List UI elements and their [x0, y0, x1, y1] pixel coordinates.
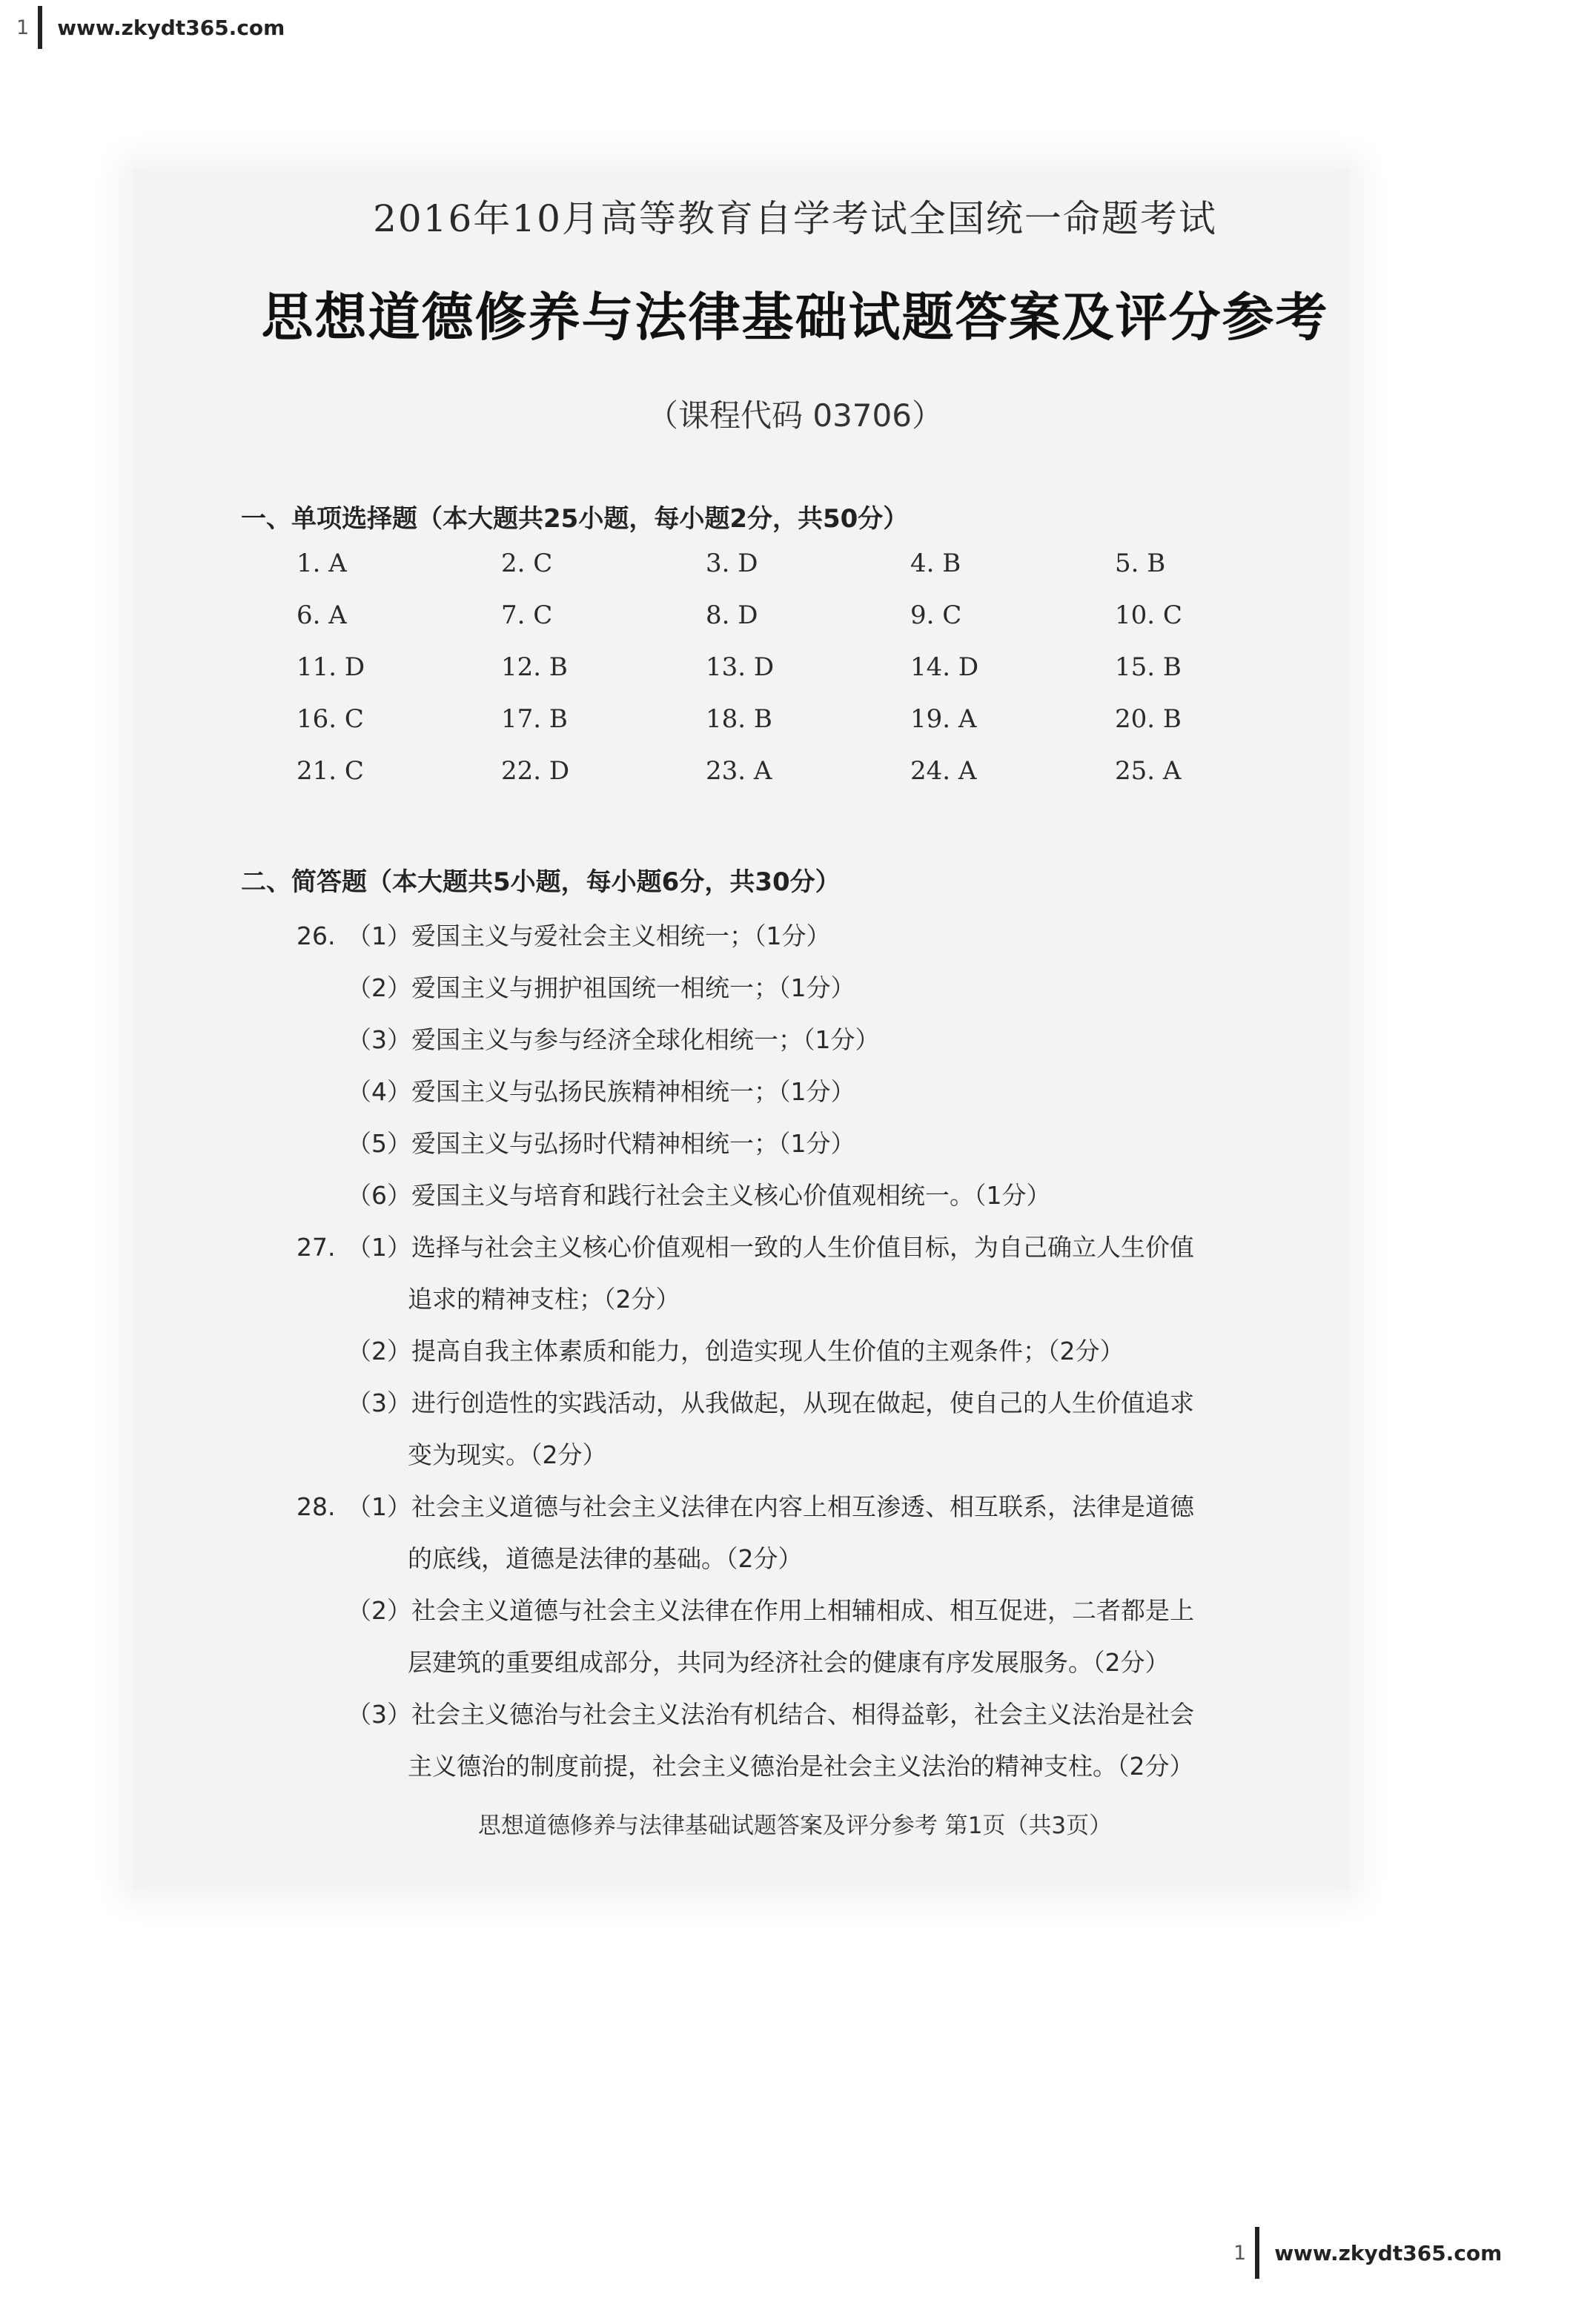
mcq-answer: 9. C — [910, 600, 962, 630]
mcq-answer: 13. D — [706, 652, 775, 682]
mcq-answer: 18. B — [706, 704, 772, 734]
mcq-answer-grid — [297, 549, 1319, 808]
short-answer-block — [297, 910, 1349, 1792]
q28-item-3-cont: 主义德治的制度前提，社会主义德治是社会主义法治的精神支柱。（2分） — [408, 1752, 1194, 1781]
q27-line-1 — [297, 1222, 1349, 1274]
mcq-answer: 21. C — [297, 756, 364, 786]
mcq-answer: 2. C — [501, 549, 553, 578]
q26-line-1 — [297, 910, 1349, 962]
mcq-answer: 5. B — [1115, 549, 1166, 578]
mcq-answer: 6. A — [297, 600, 347, 630]
q28-number: 28. — [297, 1492, 336, 1521]
q28-item-2-cont: 层建筑的重要组成部分，共同为经济社会的健康有序发展服务。（2分） — [408, 1648, 1170, 1677]
page-note: 思想道德修养与法律基础试题答案及评分参考 第1页（共3页） — [477, 1812, 1113, 1839]
mcq-answer: 15. B — [1115, 652, 1182, 682]
q27-item-3-cont: 变为现实。（2分） — [408, 1440, 607, 1469]
q28-item-2: （2）社会主义道德与社会主义法律在作用上相辅相成、相互促进，二者都是上 — [347, 1596, 1194, 1625]
mcq-answer: 8. D — [706, 600, 758, 630]
section1-title: 一、单项选择题（本大题共25小题，每小题2分，共50分） — [241, 504, 909, 534]
mcq-answer: 7. C — [501, 600, 553, 630]
mcq-answer: 24. A — [910, 756, 977, 786]
mcq-answer: 17. B — [501, 704, 568, 734]
mcq-answer: 4. B — [910, 549, 961, 578]
mcq-answer: 23. A — [706, 756, 772, 786]
mcq-answer: 16. C — [297, 704, 364, 734]
q27-item-1: （1）选择与社会主义核心价值观相一致的人生价值目标，为自己确立人生价值 — [347, 1233, 1194, 1262]
page-footer — [1233, 2227, 1502, 2279]
mcq-answer: 25. A — [1115, 756, 1182, 786]
mcq-answer: 19. A — [910, 704, 977, 734]
mcq-answer: 14. D — [910, 652, 979, 682]
q26-item-2: （2）爱国主义与拥护祖国统一相统一；（1分） — [347, 973, 855, 1002]
header-page-number: 1 — [16, 16, 30, 39]
footer-page-number: 1 — [1233, 2241, 1247, 2265]
q27-item-3: （3）进行创造性的实践活动，从我做起，从现在做起，使自己的人生价值追求 — [347, 1388, 1194, 1417]
mcq-answer: 1. A — [297, 549, 347, 578]
course-code: （课程代码 03706） — [647, 397, 943, 434]
q26-item-4: （4）爱国主义与弘扬民族精神相统一；（1分） — [347, 1077, 855, 1106]
q27-number: 27. — [297, 1233, 336, 1262]
mcq-answer: 20. B — [1115, 704, 1182, 734]
footer-url: www.zkydt365.com — [1274, 2240, 1503, 2265]
q28-item-1-cont: 的底线，道德是法律的基础。（2分） — [408, 1544, 803, 1573]
q26-item-5: （5）爱国主义与弘扬时代精神相统一；（1分） — [347, 1129, 855, 1158]
mcq-answer: 10. C — [1115, 600, 1182, 630]
mcq-answer: 3. D — [706, 549, 758, 578]
document-title: 思想道德修养与法律基础试题答案及评分参考 — [261, 287, 1329, 348]
mcq-answer: 22. D — [501, 756, 570, 786]
section2-title: 二、简答题（本大题共5小题，每小题6分，共30分） — [241, 867, 841, 897]
page-header — [16, 6, 285, 49]
q28-item-3: （3）社会主义德治与社会主义法治有机结合、相得益彰，社会主义法治是社会 — [347, 1700, 1194, 1729]
q26-item-6: （6）爱国主义与培育和践行社会主义核心价值观相统一。（1分） — [347, 1181, 1051, 1210]
header-divider — [38, 6, 42, 49]
q26-item-3: （3）爱国主义与参与经济全球化相统一；（1分） — [347, 1025, 880, 1054]
q27-item-2: （2）提高自我主体素质和能力，创造实现人生价值的主观条件；（2分） — [347, 1337, 1124, 1365]
q28-line-1 — [297, 1481, 1349, 1533]
exam-title: 2016年10月高等教育自学考试全国统一命题考试 — [373, 197, 1217, 240]
header-url: www.zkydt365.com — [57, 15, 285, 40]
q26-item-1: （1）爱国主义与爱社会主义相统一；（1分） — [347, 921, 831, 950]
q28-item-1: （1）社会主义道德与社会主义法律在内容上相互渗透、相互联系，法律是道德 — [347, 1492, 1194, 1521]
q26-number: 26. — [297, 921, 336, 950]
mcq-answer: 11. D — [297, 652, 365, 682]
q27-item-1-cont: 追求的精神支柱；（2分） — [408, 1285, 680, 1314]
mcq-answer: 12. B — [501, 652, 568, 682]
footer-divider — [1255, 2227, 1259, 2279]
